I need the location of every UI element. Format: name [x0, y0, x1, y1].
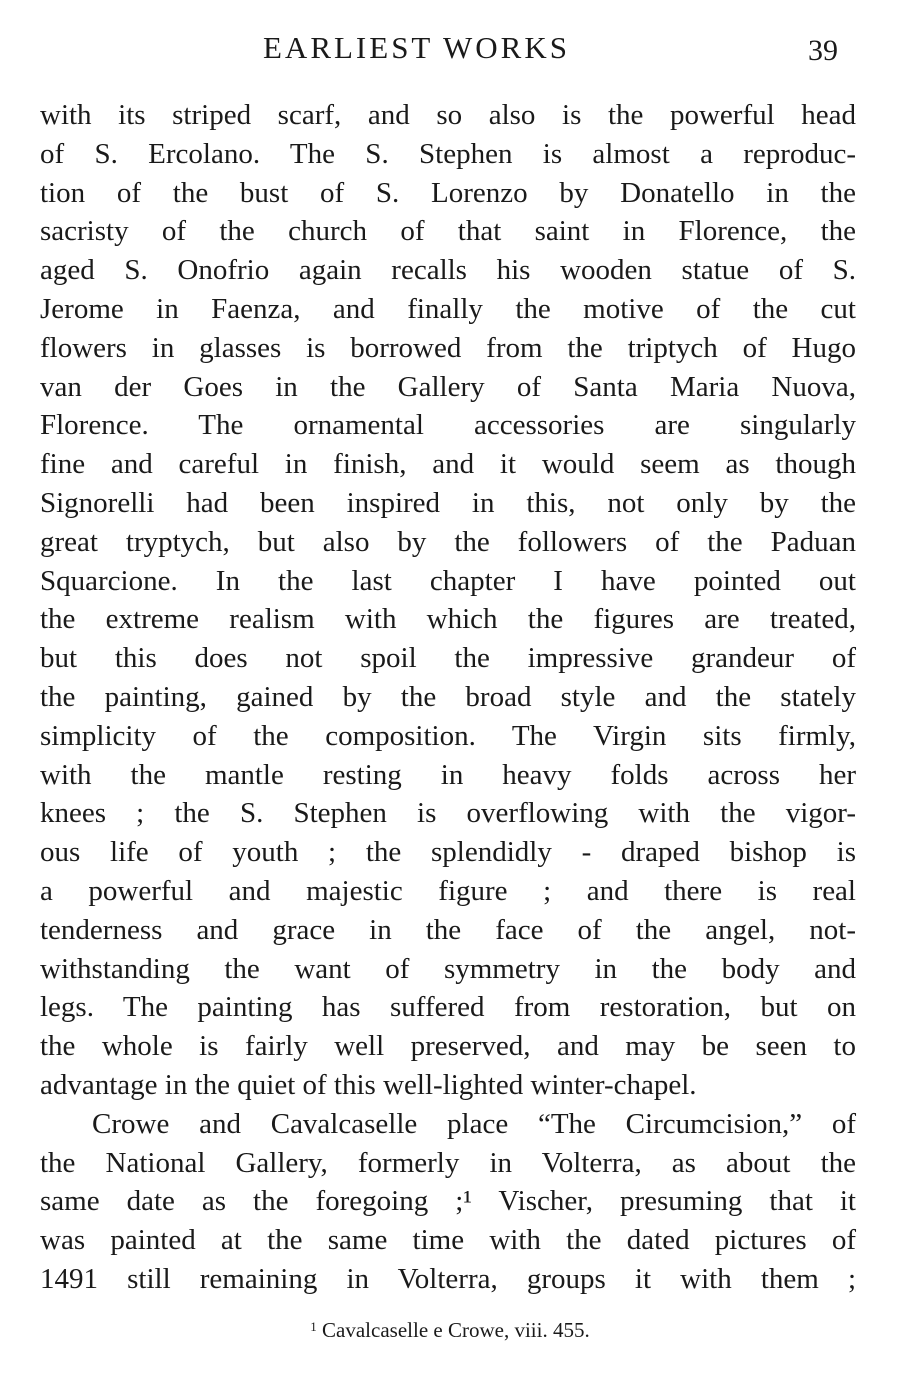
text-line-paragraph-start: Crowe and Cavalcaselle place “The Circumcision,” of: [92, 1107, 856, 1140]
text-line: same date as the foregoing ;¹ Vischer, presuming that it: [40, 1185, 856, 1218]
page-number: 39: [808, 34, 838, 67]
text-line: 1491 still remaining in Volterra, groups it with them ;: [40, 1262, 856, 1295]
body-text: [40, 96, 856, 1299]
text-line: of S. Ercolano. The S. Stephen is almost a reproduc-: [40, 137, 856, 170]
text-line: a powerful and majestic figure ; and there is real: [40, 874, 856, 907]
running-header: [0, 30, 900, 74]
text-line: sacristy of the church of that saint in Florence, the: [40, 215, 856, 248]
text-line: Jerome in Faenza, and finally the motive of the cut: [40, 292, 856, 325]
text-line: aged S. Onofrio again recalls his wooden statue of S.: [40, 254, 856, 287]
text-line: tion of the bust of S. Lorenzo by Donatello in the: [40, 176, 856, 209]
text-line: Squarcione. In the last chapter I have pointed out: [40, 564, 856, 597]
text-line: the painting, gained by the broad style and the stately: [40, 680, 856, 713]
text-line: withstanding the want of symmetry in the body and: [40, 952, 856, 985]
text-line: the whole is fairly well preserved, and may be seen to: [40, 1030, 856, 1063]
text-line: legs. The painting has suffered from restoration, but on: [40, 991, 856, 1024]
text-line: simplicity of the composition. The Virgin sits firmly,: [40, 719, 856, 752]
text-line: the extreme realism with which the figures are treated,: [40, 603, 856, 636]
running-title: EARLIEST WORKS: [263, 30, 570, 65]
footnote-marker: 1: [310, 1319, 317, 1334]
text-line: with its striped scarf, and so also is the powerful head: [40, 99, 856, 131]
text-line: with the mantle resting in heavy folds across her: [40, 758, 856, 791]
text-line: flowers in glasses is borrowed from the triptych of Hugo: [40, 331, 856, 364]
text-line: advantage in the quiet of this well-lighted winter-chapel.: [40, 1068, 697, 1101]
footnote: [0, 1318, 900, 1343]
text-line: Signorelli had been inspired in this, not only by the: [40, 486, 856, 519]
footnote-text: Cavalcaselle e Crowe, viii. 455.: [322, 1318, 590, 1342]
text-line: but this does not spoil the impressive grandeur of: [40, 642, 856, 675]
text-line: van der Goes in the Gallery of Santa Maria Nuova,: [40, 370, 856, 403]
text-line: fine and careful in finish, and it would seem as though: [40, 448, 856, 481]
text-line: ous life of youth ; the splendidly - draped bishop is: [40, 836, 856, 869]
text-line: great tryptych, but also by the followers of the Paduan: [40, 525, 856, 558]
text-line: was painted at the same time with the dated pictures of: [40, 1224, 856, 1257]
text-line: knees ; the S. Stephen is overflowing with the vigor-: [40, 797, 856, 830]
text-line: tenderness and grace in the face of the angel, not-: [40, 913, 856, 946]
text-line: Florence. The ornamental accessories are singularly: [40, 409, 856, 442]
text-line: the National Gallery, formerly in Volterra, as about the: [40, 1146, 856, 1179]
